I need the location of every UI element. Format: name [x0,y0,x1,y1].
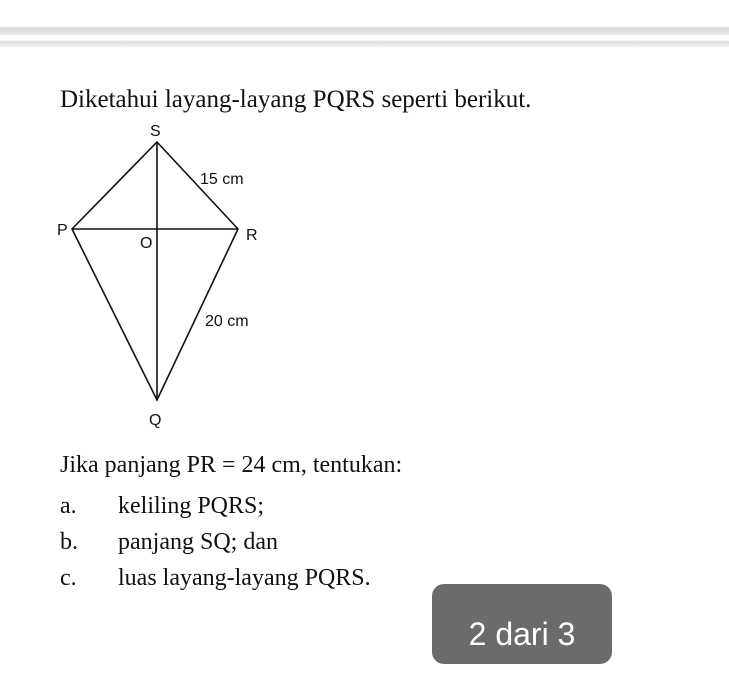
task-text: luas layang-layang PQRS. [118,565,371,591]
task-list [60,488,371,596]
page-indicator[interactable]: 2 dari 3 [432,584,612,664]
vertex-label-q: Q [149,412,162,429]
question-text: Jika panjang PR = 24 cm, tentukan: [60,452,403,478]
task-marker: c. [60,565,77,591]
vertex-label-p: P [57,222,68,239]
side-label-rq: 20 cm [205,313,249,330]
task-text: keliling PQRS; [118,493,265,519]
task-item [60,488,371,524]
side-label-sr: 15 cm [200,171,244,188]
task-item [60,524,371,560]
vertex-label-s: S [150,123,161,140]
task-marker: b. [60,529,78,555]
task-text: panjang SQ; dan [118,529,278,555]
vertex-label-r: R [246,227,258,244]
task-marker: a. [60,493,77,519]
task-item [60,560,371,596]
problem-intro: Diketahui layang-layang PQRS seperti berikut. [60,86,532,113]
vertex-label-o: O [140,235,153,252]
